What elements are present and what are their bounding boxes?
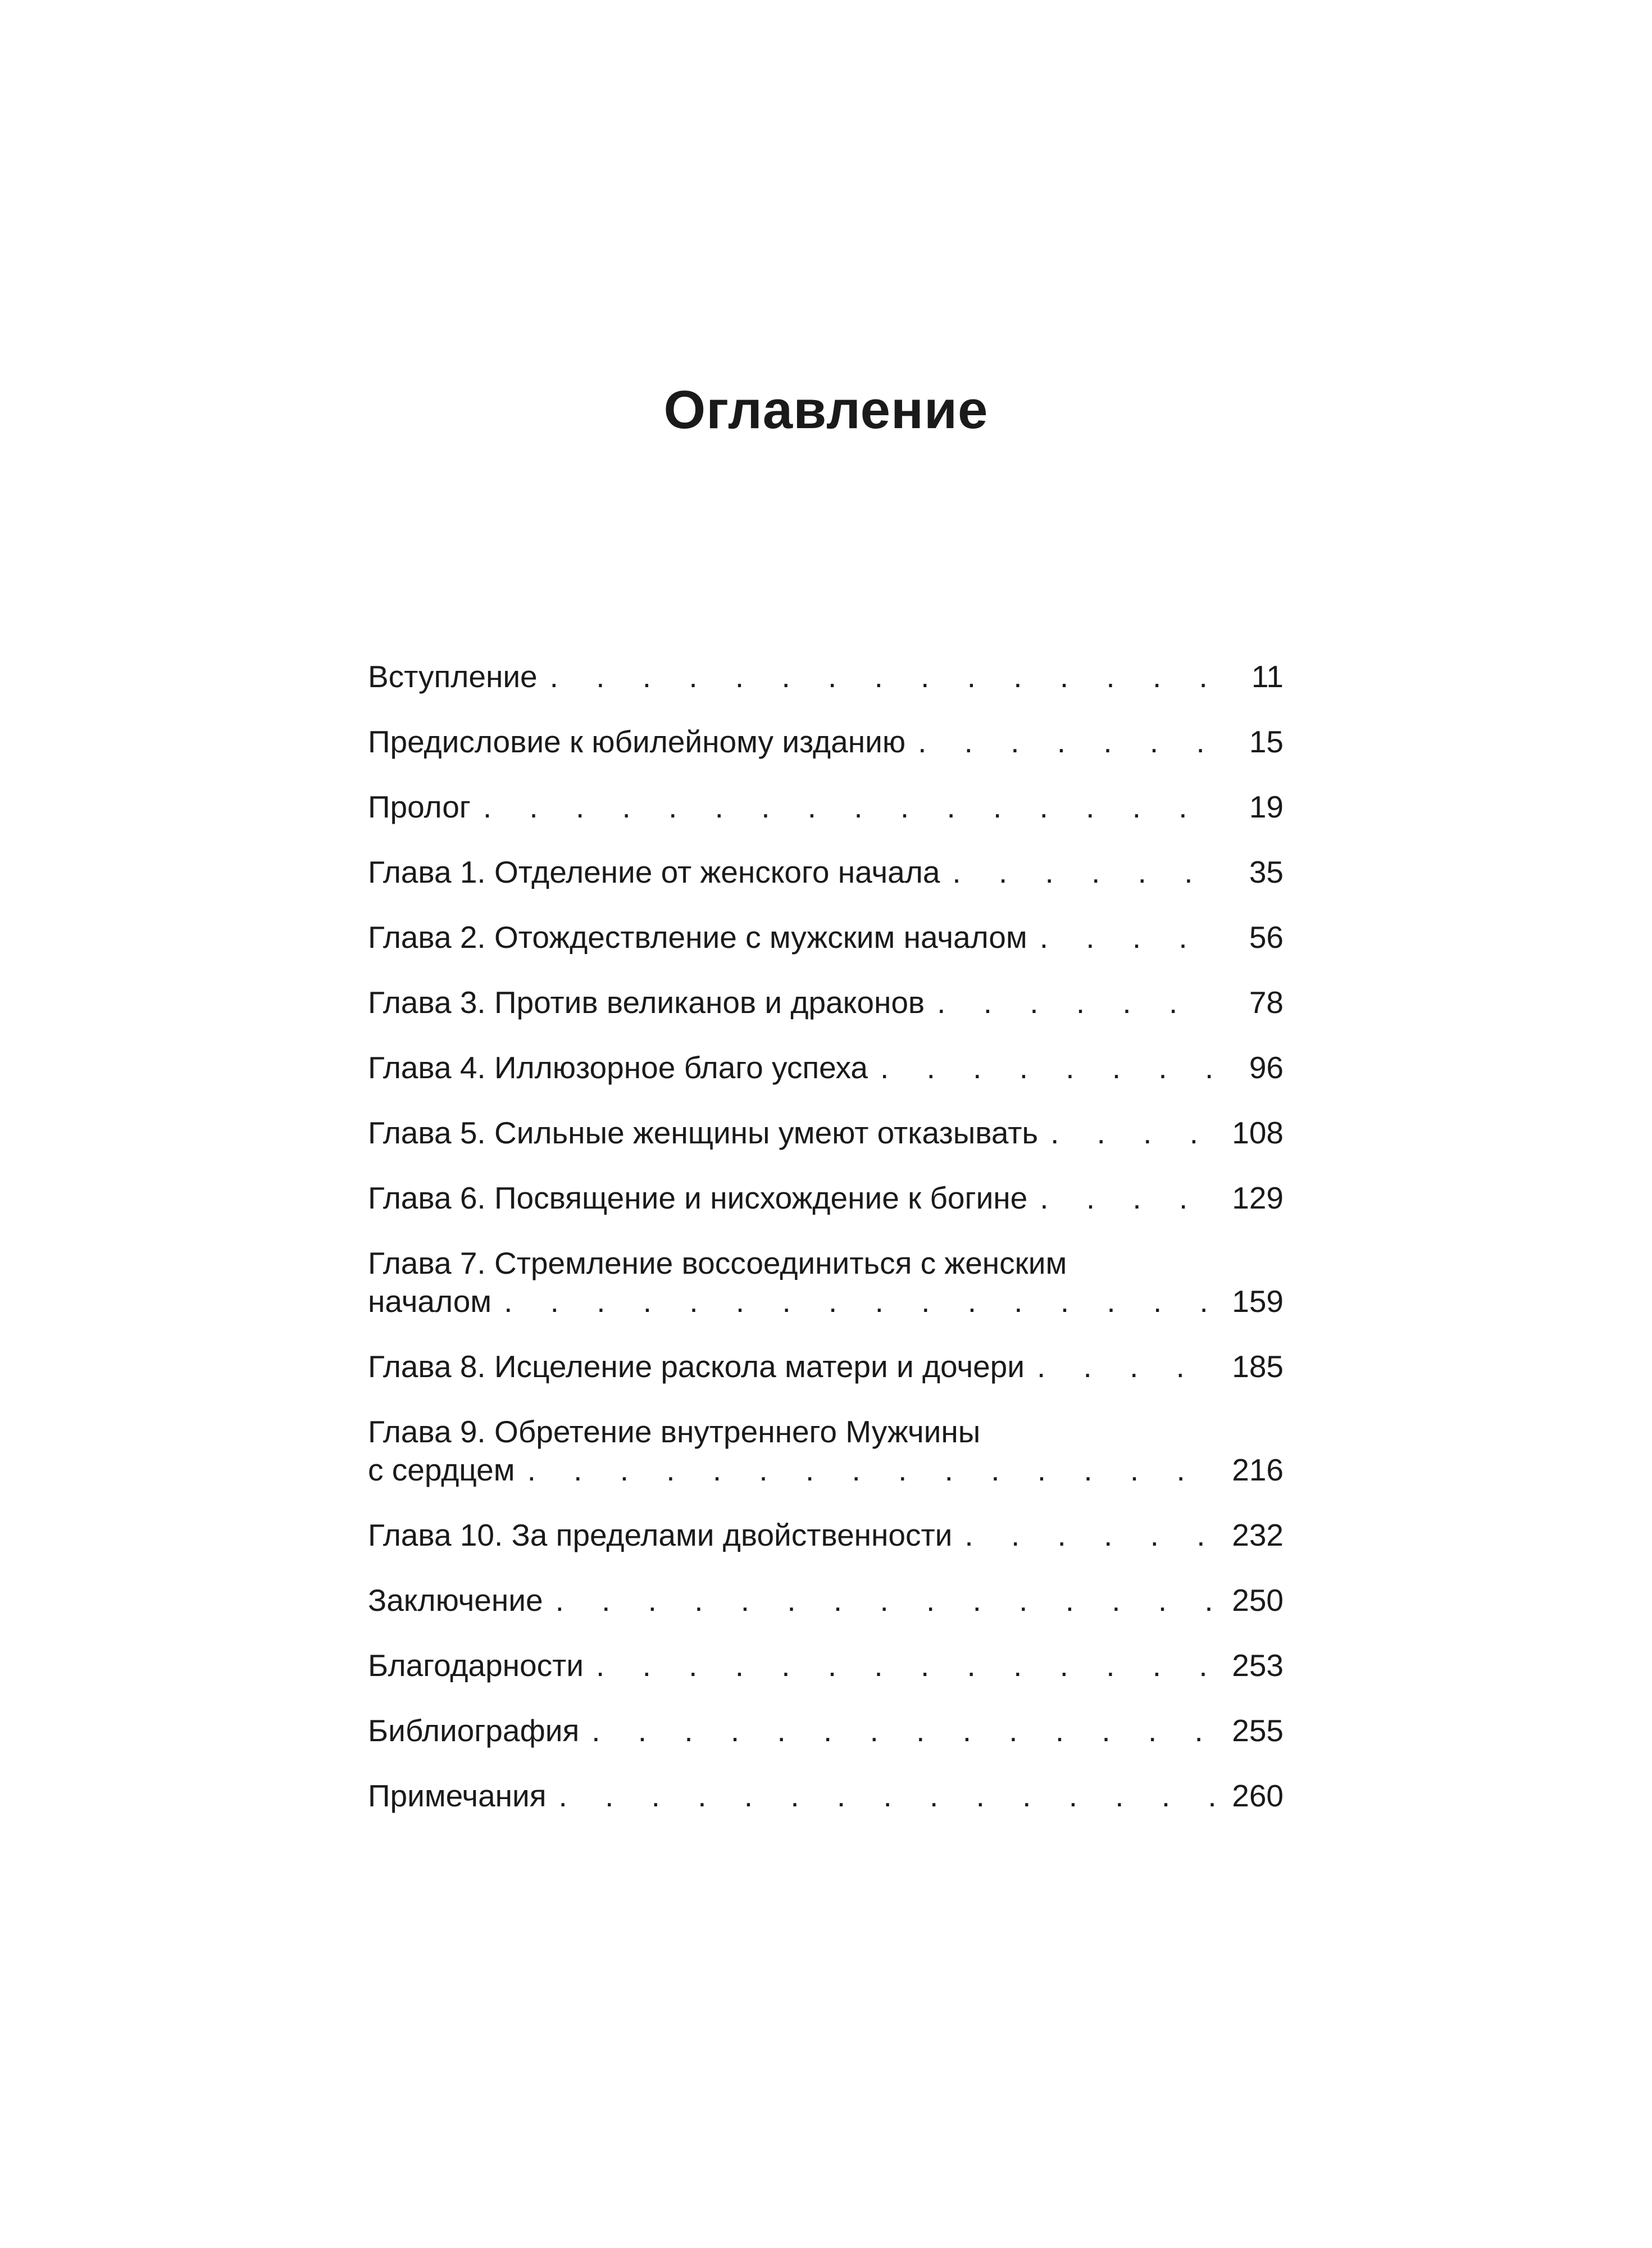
toc-page-number: 11 [1251, 659, 1284, 694]
dot-leader [591, 1711, 1215, 1750]
toc-page-number: 185 [1232, 1349, 1284, 1384]
toc-entry-preface [368, 723, 1284, 761]
dot-leader [1040, 1179, 1215, 1217]
toc-line [368, 1777, 1284, 1815]
toc-line [368, 983, 1284, 1021]
toc-entry-title: Глава 4. Иллюзорное благо успеха [368, 1050, 868, 1085]
toc-line [368, 1282, 1284, 1320]
toc-page-number: 255 [1232, 1713, 1284, 1748]
toc-entry-title: Заключение [368, 1583, 543, 1618]
toc-entry-title-first-line: Глава 9. Обретение внутреннего Мужчины [368, 1414, 981, 1449]
dot-leader [880, 1048, 1215, 1087]
dot-leader [504, 1282, 1215, 1320]
toc-page-number: 56 [1249, 920, 1284, 955]
toc-entry-title: Предисловие к юбилейному изданию [368, 724, 906, 759]
toc-entry-title: Глава 8. Исцеление раскола матери и дочери [368, 1349, 1025, 1384]
dot-leader [1037, 1347, 1215, 1386]
toc-line [368, 1711, 1284, 1750]
dot-leader [964, 1516, 1215, 1554]
dot-leader [559, 1777, 1215, 1815]
toc-page-number: 19 [1249, 789, 1284, 824]
toc-line [368, 1179, 1284, 1217]
dot-leader [483, 788, 1215, 826]
toc-entry-prologue [368, 788, 1284, 826]
dot-leader [918, 723, 1215, 761]
toc-line [368, 1516, 1284, 1554]
toc-page-number: 250 [1232, 1583, 1284, 1618]
toc-line [368, 1347, 1284, 1386]
toc-page-number: 35 [1249, 855, 1284, 889]
toc-entry-notes [368, 1777, 1284, 1815]
toc-entry-chapter-5 [368, 1114, 1284, 1152]
toc-page-number: 108 [1232, 1115, 1284, 1150]
toc-entry-chapter-2 [368, 918, 1284, 956]
toc-entry-chapter-10 [368, 1516, 1284, 1554]
dot-leader [1050, 1114, 1215, 1152]
toc-entry-title: Глава 1. Отделение от женского начала [368, 855, 940, 889]
table-of-contents [368, 657, 1284, 1842]
toc-page-number: 129 [1232, 1180, 1284, 1215]
toc-entry-title-first-line: Глава 7. Стремление воссоединиться с женским [368, 1246, 1067, 1280]
toc-entry-title: Примечания [368, 1778, 547, 1813]
toc-page-number: 253 [1232, 1648, 1284, 1683]
toc-entry-title: Глава 5. Сильные женщины умеют отказывать [368, 1115, 1039, 1150]
toc-entry-chapter-7 [368, 1244, 1284, 1320]
toc-line [368, 723, 1284, 761]
toc-entry-title: Глава 2. Отождествление с мужским началом [368, 920, 1027, 955]
dot-leader [596, 1646, 1215, 1684]
toc-entry-title: Вступление [368, 659, 538, 694]
toc-page-number: 159 [1232, 1284, 1284, 1319]
dot-leader [556, 1581, 1215, 1619]
toc-line [368, 788, 1284, 826]
toc-entry-chapter-3 [368, 983, 1284, 1021]
toc-entry-title: Глава 10. За пределами двойственности [368, 1518, 953, 1552]
toc-page-number: 96 [1249, 1050, 1284, 1085]
toc-entry-chapter-1 [368, 853, 1284, 891]
dot-leader [937, 983, 1215, 1021]
toc-line [368, 853, 1284, 891]
toc-entry-introduction [368, 657, 1284, 696]
toc-entry-bibliography [368, 1711, 1284, 1750]
toc-line [368, 1581, 1284, 1619]
toc-entry-title: началом [368, 1284, 492, 1319]
toc-entry-title: Пролог [368, 789, 471, 824]
toc-line [368, 918, 1284, 956]
toc-entry-chapter-9 [368, 1413, 1284, 1489]
toc-entry-title: Глава 3. Против великанов и драконов [368, 985, 925, 1020]
dot-leader [550, 657, 1215, 696]
page-title: Оглавление [663, 380, 989, 440]
toc-line [368, 1114, 1284, 1152]
toc-page-number: 78 [1249, 985, 1284, 1020]
toc-entry-chapter-4 [368, 1048, 1284, 1087]
toc-entry-title: с сердцем [368, 1452, 515, 1487]
toc-entry-title: Благодарности [368, 1648, 584, 1683]
toc-page-number: 232 [1232, 1518, 1284, 1552]
toc-entry-chapter-6 [368, 1179, 1284, 1217]
dot-leader [527, 1451, 1215, 1489]
dot-leader [952, 853, 1215, 891]
toc-entry-title: Библиография [368, 1713, 580, 1748]
toc-page-number: 216 [1232, 1452, 1284, 1487]
toc-entry-acknowledgements [368, 1646, 1284, 1684]
dot-leader [1040, 918, 1215, 956]
toc-page-number: 15 [1249, 724, 1284, 759]
toc-entry-chapter-8 [368, 1347, 1284, 1386]
toc-line [368, 657, 1284, 696]
toc-page-number: 260 [1232, 1778, 1284, 1813]
toc-entry-conclusion [368, 1581, 1284, 1619]
toc-line [368, 1451, 1284, 1489]
toc-line [368, 1646, 1284, 1684]
toc-entry-title: Глава 6. Посвящение и нисхождение к богине [368, 1180, 1028, 1215]
toc-line [368, 1048, 1284, 1087]
